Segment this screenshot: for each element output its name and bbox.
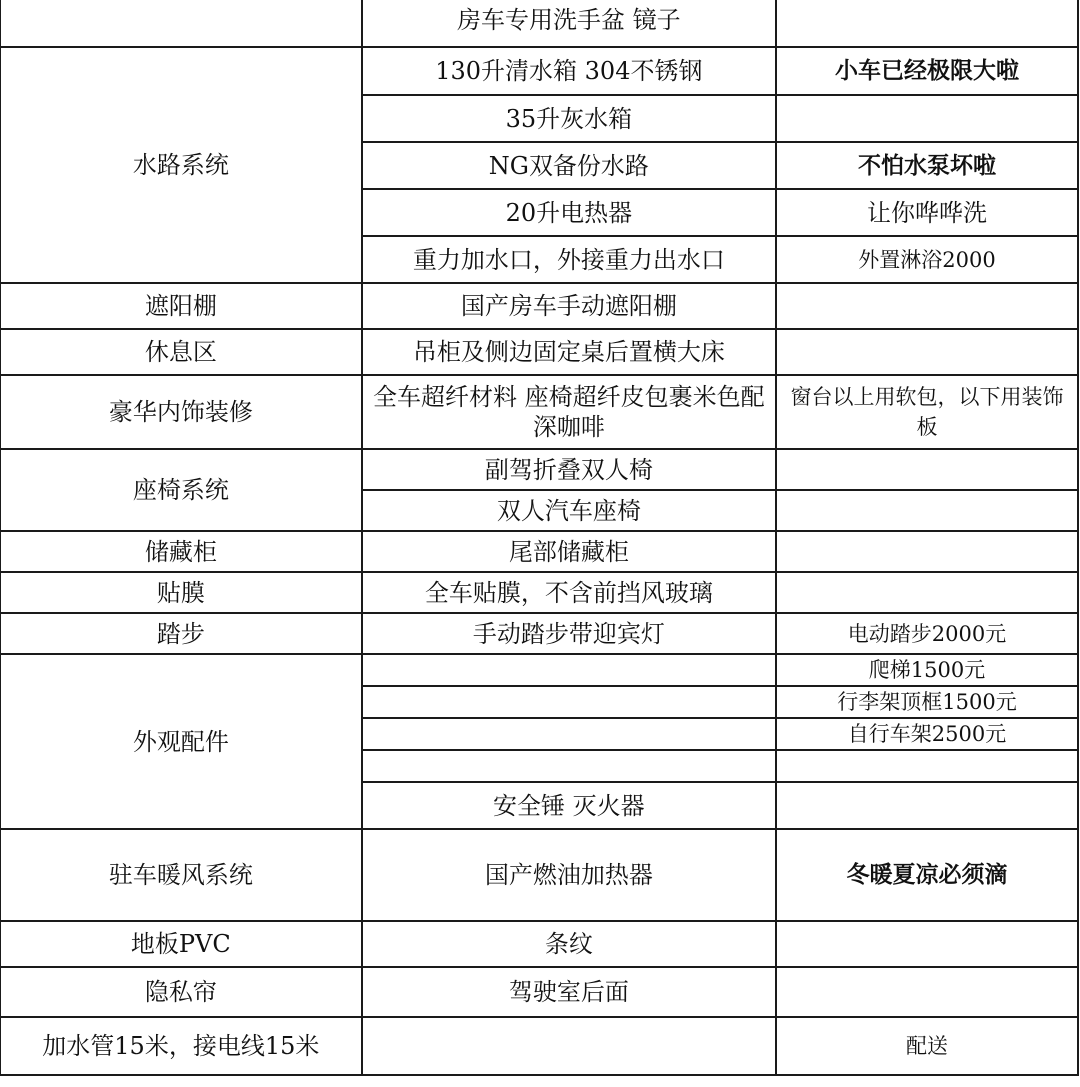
item-cell: 国产燃油加热器 <box>362 829 776 921</box>
category-cell: 驻车暖风系统 <box>0 829 362 921</box>
category-cell: 贴膜 <box>0 572 362 613</box>
category-cell: 休息区 <box>0 329 362 375</box>
note-cell <box>776 967 1078 1017</box>
note-cell: 窗台以上用软包，以下用装饰板 <box>776 375 1078 449</box>
item-cell: 驾驶室后面 <box>362 967 776 1017</box>
note-cell: 配送 <box>776 1017 1078 1075</box>
note-cell <box>776 95 1078 142</box>
note-cell: 行李架顶框1500元 <box>776 686 1078 718</box>
table-row <box>0 0 1078 47</box>
table-row <box>0 449 1078 490</box>
table-row <box>0 829 1078 921</box>
item-cell: 130升清水箱 304不锈钢 <box>362 47 776 95</box>
category-cell: 储藏柜 <box>0 531 362 572</box>
item-cell: 重力加水口，外接重力出水口 <box>362 236 776 283</box>
item-cell: 双人汽车座椅 <box>362 490 776 531</box>
item-cell: NG双备份水路 <box>362 142 776 189</box>
item-cell: 副驾折叠双人椅 <box>362 449 776 490</box>
table-row <box>0 613 1078 654</box>
note-cell: 电动踏步2000元 <box>776 613 1078 654</box>
category-cell: 地板PVC <box>0 921 362 967</box>
item-cell: 全车超纤材料 座椅超纤皮包裹米色配深咖啡 <box>362 375 776 449</box>
table-row <box>0 572 1078 613</box>
table-row <box>0 531 1078 572</box>
category-cell: 隐私帘 <box>0 967 362 1017</box>
note-cell <box>776 921 1078 967</box>
note-cell <box>776 572 1078 613</box>
item-cell: 35升灰水箱 <box>362 95 776 142</box>
table-row <box>0 47 1078 95</box>
note-cell: 小车已经极限大啦 <box>776 47 1078 95</box>
category-cell: 豪华内饰装修 <box>0 375 362 449</box>
table-row <box>0 375 1078 449</box>
table-row <box>0 921 1078 967</box>
note-cell: 让你哗哗洗 <box>776 189 1078 236</box>
item-cell <box>362 686 776 718</box>
note-cell <box>776 750 1078 782</box>
item-cell: 国产房车手动遮阳棚 <box>362 283 776 329</box>
item-cell <box>362 654 776 686</box>
table-row <box>0 329 1078 375</box>
note-cell <box>776 283 1078 329</box>
table-row <box>0 283 1078 329</box>
note-cell: 爬梯1500元 <box>776 654 1078 686</box>
category-cell: 水路系统 <box>0 47 362 283</box>
item-cell <box>362 1017 776 1075</box>
item-cell: 安全锤 灭火器 <box>362 782 776 829</box>
category-cell <box>0 0 362 47</box>
note-cell <box>776 490 1078 531</box>
note-cell: 自行车架2500元 <box>776 718 1078 750</box>
item-cell: 手动踏步带迎宾灯 <box>362 613 776 654</box>
item-cell: 尾部储藏柜 <box>362 531 776 572</box>
note-cell <box>776 0 1078 47</box>
note-cell: 冬暖夏凉必须滴 <box>776 829 1078 921</box>
note-cell <box>776 449 1078 490</box>
category-cell: 加水管15米，接电线15米 <box>0 1017 362 1075</box>
item-cell <box>362 718 776 750</box>
table-row <box>0 654 1078 686</box>
category-cell: 踏步 <box>0 613 362 654</box>
table-row <box>0 967 1078 1017</box>
category-cell: 外观配件 <box>0 654 362 829</box>
item-cell: 全车贴膜，不含前挡风玻璃 <box>362 572 776 613</box>
item-cell: 20升电热器 <box>362 189 776 236</box>
note-cell <box>776 329 1078 375</box>
item-cell: 条纹 <box>362 921 776 967</box>
category-cell: 座椅系统 <box>0 449 362 531</box>
item-cell: 吊柜及侧边固定桌后置横大床 <box>362 329 776 375</box>
table-row <box>0 1017 1078 1075</box>
note-cell <box>776 531 1078 572</box>
item-cell <box>362 750 776 782</box>
note-cell: 不怕水泵坏啦 <box>776 142 1078 189</box>
item-cell: 房车专用洗手盆 镜子 <box>362 0 776 47</box>
note-cell: 外置淋浴2000 <box>776 236 1078 283</box>
note-cell <box>776 782 1078 829</box>
category-cell: 遮阳棚 <box>0 283 362 329</box>
